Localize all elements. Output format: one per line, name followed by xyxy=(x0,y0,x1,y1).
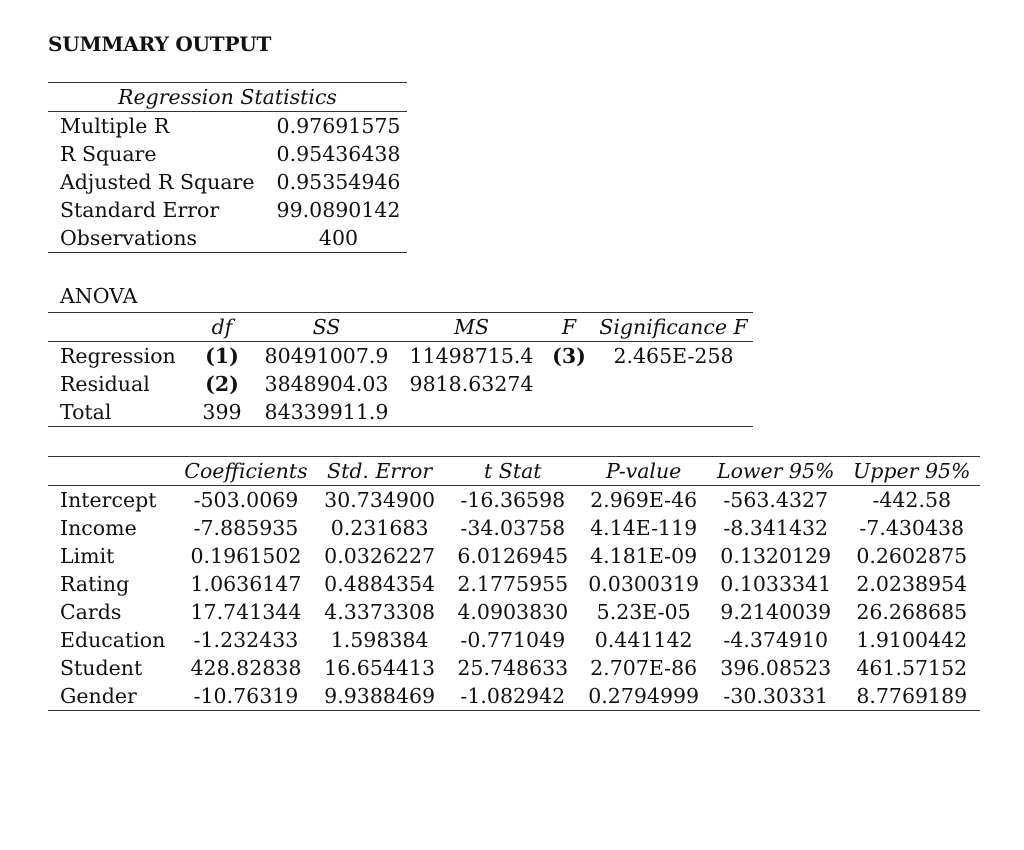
coef-upper-95: -442.58 xyxy=(872,488,952,512)
table-row xyxy=(48,140,407,168)
stat-label: Multiple R xyxy=(60,114,170,138)
coef-p-value: 4.181E-09 xyxy=(590,544,698,568)
coef-p-value: 0.2794999 xyxy=(588,684,700,708)
anova-row-label: Residual xyxy=(60,372,150,396)
coef-upper-95: 461.57152 xyxy=(856,656,968,680)
coef-header-upper-95: Upper 95% xyxy=(843,457,980,486)
regression-statistics-table xyxy=(48,82,407,253)
stat-value: 0.97691575 xyxy=(276,114,401,138)
anova-ss: 80491007.9 xyxy=(264,344,389,368)
coef-value: 1.0636147 xyxy=(190,572,302,596)
coef-t-stat: 2.1775955 xyxy=(457,572,569,596)
coef-row-label: Rating xyxy=(60,572,130,596)
coef-std-error: 4.3373308 xyxy=(324,600,436,624)
coef-t-stat: 25.748633 xyxy=(457,656,569,680)
coef-value: -1.232433 xyxy=(193,628,299,652)
table-row xyxy=(48,168,407,196)
anova-significance-f xyxy=(594,370,753,398)
stat-label: Observations xyxy=(60,226,198,250)
stat-label: R Square xyxy=(60,142,157,166)
anova-header-ss: SS xyxy=(254,313,399,342)
coef-std-error: 30.734900 xyxy=(324,488,436,512)
anova-f xyxy=(544,370,594,398)
coef-value: 0.1961502 xyxy=(190,544,302,568)
coef-p-value: 0.0300319 xyxy=(588,572,700,596)
anova-ss: 84339911.9 xyxy=(264,400,389,424)
coef-row-label: Education xyxy=(60,628,166,652)
anova-ms: 11498715.4 xyxy=(409,344,534,368)
anova-df: 399 xyxy=(202,400,242,424)
table-row xyxy=(48,342,753,371)
coef-lower-95: -30.30331 xyxy=(723,684,829,708)
coef-p-value: 2.969E-46 xyxy=(590,488,698,512)
stat-value: 0.95354946 xyxy=(276,170,401,194)
coef-std-error: 16.654413 xyxy=(324,656,436,680)
coef-upper-95: -7.430438 xyxy=(859,516,965,540)
coef-p-value: 4.14E-119 xyxy=(590,516,698,540)
coef-std-error: 0.231683 xyxy=(330,516,429,540)
regression-statistics-header: Regression Statistics xyxy=(48,83,407,112)
coef-std-error: 1.598384 xyxy=(330,628,429,652)
anova-header-f: F xyxy=(544,313,594,342)
coef-row-label: Gender xyxy=(60,684,137,708)
coef-row-label: Income xyxy=(60,516,137,540)
coef-std-error: 0.4884354 xyxy=(324,572,436,596)
coef-row-label: Cards xyxy=(60,600,122,624)
coef-row-label: Student xyxy=(60,656,143,680)
anova-ss: 3848904.03 xyxy=(264,372,389,396)
coef-t-stat: -1.082942 xyxy=(460,684,566,708)
coef-upper-95: 1.9100442 xyxy=(856,628,968,652)
table-row xyxy=(48,370,753,398)
coef-lower-95: -4.374910 xyxy=(723,628,829,652)
table-row xyxy=(48,196,407,224)
coef-lower-95: 396.08523 xyxy=(720,656,832,680)
stat-value: 99.0890142 xyxy=(276,198,401,222)
stat-value: 400 xyxy=(318,226,359,250)
anova-title: ANOVA xyxy=(60,284,138,308)
stat-label: Standard Error xyxy=(60,198,220,222)
coef-lower-95: 0.1320129 xyxy=(720,544,832,568)
coef-header-coefficients: Coefficients xyxy=(179,457,313,486)
anova-df: (1) xyxy=(205,344,239,368)
coef-p-value: 5.23E-05 xyxy=(596,600,691,624)
coef-lower-95: 0.1033341 xyxy=(720,572,832,596)
coef-upper-95: 26.268685 xyxy=(856,600,968,624)
anova-ms xyxy=(399,398,544,427)
anova-header-ms: MS xyxy=(399,313,544,342)
table-row xyxy=(48,542,980,570)
coef-std-error: 9.9388469 xyxy=(324,684,436,708)
coef-header-blank xyxy=(48,457,179,486)
coef-header-p-value: P-value xyxy=(579,457,708,486)
coef-lower-95: 9.2140039 xyxy=(720,600,832,624)
coef-lower-95: -8.341432 xyxy=(723,516,829,540)
anova-f: (3) xyxy=(552,344,586,368)
table-row xyxy=(48,224,407,253)
coef-t-stat: -0.771049 xyxy=(460,628,566,652)
anova-row-label: Total xyxy=(60,400,112,424)
anova-df: (2) xyxy=(205,372,239,396)
table-row xyxy=(48,598,980,626)
anova-ms: 9818.63274 xyxy=(409,372,534,396)
coef-std-error: 0.0326227 xyxy=(324,544,436,568)
table-row xyxy=(48,486,980,515)
table-row xyxy=(48,626,980,654)
coef-upper-95: 2.0238954 xyxy=(856,572,968,596)
anova-header-significance-f: Significance F xyxy=(594,313,753,342)
anova-table xyxy=(48,312,753,427)
stat-value: 0.95436438 xyxy=(276,142,401,166)
anova-row-label: Regression xyxy=(60,344,176,368)
table-row xyxy=(48,654,980,682)
stat-label: Adjusted R Square xyxy=(60,170,255,194)
page-title: SUMMARY OUTPUT xyxy=(48,32,272,56)
coef-value: -7.885935 xyxy=(193,516,299,540)
table-row xyxy=(48,398,753,427)
anova-significance-f xyxy=(594,398,753,427)
coef-t-stat: -34.03758 xyxy=(460,516,566,540)
anova-header-blank xyxy=(48,313,190,342)
coef-header-t-stat: t Stat xyxy=(446,457,579,486)
coef-t-stat: -16.36598 xyxy=(460,488,566,512)
coef-row-label: Intercept xyxy=(60,488,157,512)
table-row xyxy=(48,682,980,711)
coef-upper-95: 8.7769189 xyxy=(856,684,968,708)
coef-p-value: 0.441142 xyxy=(594,628,693,652)
coef-value: 428.82838 xyxy=(190,656,302,680)
coef-t-stat: 4.0903830 xyxy=(457,600,569,624)
table-row xyxy=(48,112,407,141)
table-row xyxy=(48,570,980,598)
coef-lower-95: -563.4327 xyxy=(723,488,829,512)
coef-header-lower-95: Lower 95% xyxy=(708,457,844,486)
anova-header-df: df xyxy=(190,313,254,342)
coef-value: -503.0069 xyxy=(193,488,299,512)
coef-t-stat: 6.0126945 xyxy=(457,544,569,568)
anova-f xyxy=(544,398,594,427)
coef-p-value: 2.707E-86 xyxy=(590,656,698,680)
coef-value: 17.741344 xyxy=(190,600,302,624)
coef-header-std-error: Std. Error xyxy=(313,457,446,486)
anova-significance-f: 2.465E-258 xyxy=(613,344,734,368)
coef-row-label: Limit xyxy=(60,544,115,568)
coef-upper-95: 0.2602875 xyxy=(856,544,968,568)
table-row xyxy=(48,514,980,542)
coef-value: -10.76319 xyxy=(193,684,299,708)
coefficients-table xyxy=(48,456,980,711)
